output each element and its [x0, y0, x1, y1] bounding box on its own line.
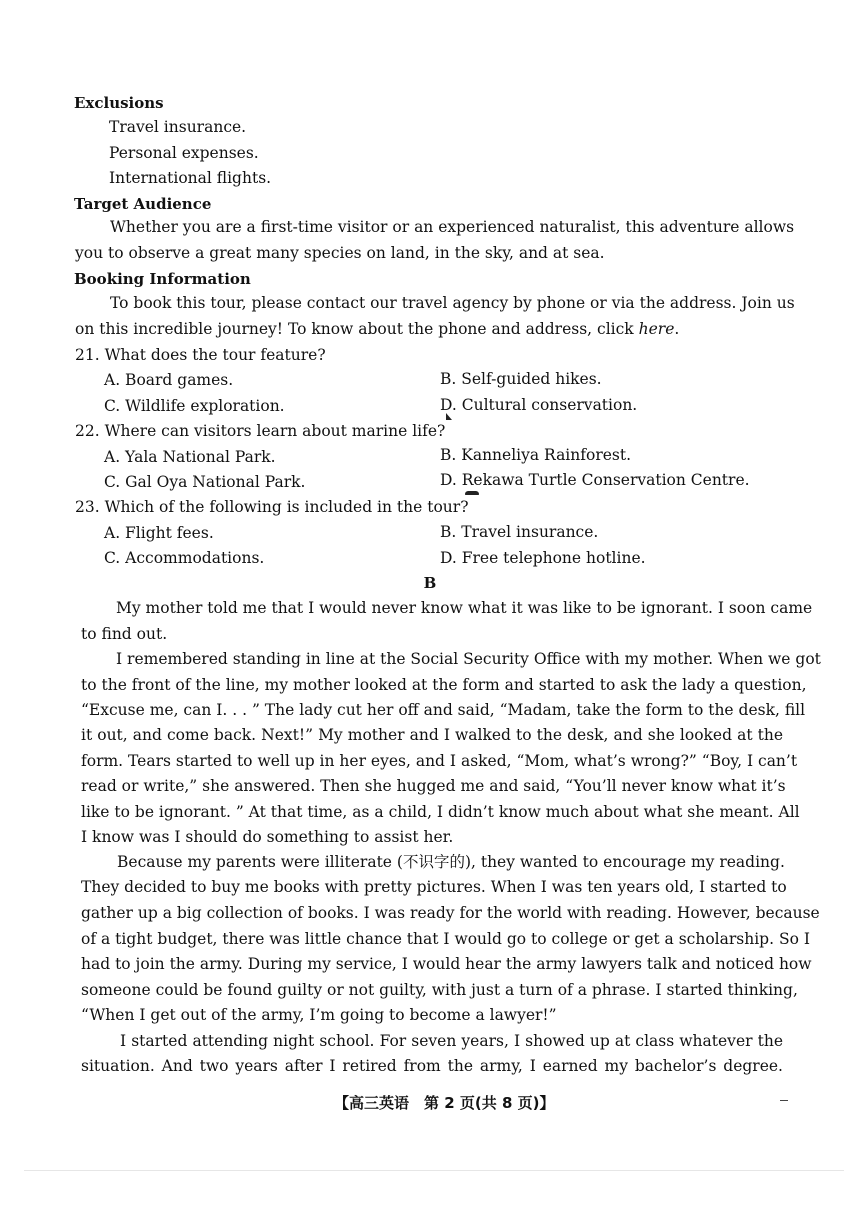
passage-line: had to join the army. During my service, I would hear the army lawyers talk and noticed how — [81, 955, 812, 973]
q23-option-a: A. Flight fees. — [104, 524, 214, 542]
q22-option-a: A. Yala National Park. — [104, 448, 276, 466]
passage-line: someone could be found guilty or not guilty, with just a turn of a phrase. I started thinking, — [81, 981, 798, 999]
passage-line: form. Tears started to well up in her eyes, and I asked, “Mom, what’s wrong?” “Boy, I can’t — [81, 752, 798, 770]
q23-option-c: C. Accommodations. — [104, 549, 265, 567]
passage-line: “When I get out of the army, I’m going to become a lawyer!” — [81, 1006, 557, 1024]
q21-option-b: B. Self-guided hikes. — [440, 370, 602, 388]
section-b-title: B — [423, 574, 437, 592]
exclusions-heading: Exclusions — [74, 94, 164, 112]
target-audience-text: Whether you are a first-time visitor or an experienced naturalist, this adventure allows — [110, 218, 795, 236]
question-23-stem: 23. Which of the following is included in the tour? — [75, 498, 469, 516]
question-22-stem: 22. Where can visitors learn about marine life? — [75, 422, 446, 440]
exclusion-item: Personal expenses. — [109, 144, 259, 162]
exclusion-item: Travel insurance. — [109, 118, 247, 136]
target-audience-text: you to observe a great many species on land, in the sky, and at sea. — [75, 244, 605, 262]
booking-text-line2 — [75, 316, 679, 342]
q21-option-d: D. Cultural conservation. — [440, 396, 638, 414]
passage-line: I remembered standing in line at the Social Security Office with my mother. When we got — [116, 650, 821, 668]
booking-heading: Booking Information — [74, 270, 251, 288]
passage-line: to the front of the line, my mother looked at the form and started to ask the lady a question, — [81, 676, 807, 694]
q22-option-d: D. Rekawa Turtle Conservation Centre. — [440, 471, 750, 489]
passage-line: I know was I should do something to assist her. — [81, 828, 454, 846]
passage-line: of a tight budget, there was little chance that I would go to college or get a scholarship. So I — [81, 930, 810, 948]
passage-line: situation. And two years after I retired from the army, I earned my bachelor’s degree. — [81, 1057, 783, 1075]
passage-line: read or write,” she answered. Then she hugged me and said, “You’ll never know what it’s — [81, 777, 786, 795]
q23-option-b: B. Travel insurance. — [440, 523, 599, 541]
booking-text: on this incredible journey! To know about the phone and address, click — [75, 320, 634, 338]
booking-text: To book this tour, please contact our travel agency by phone or via the address. Join us — [110, 294, 795, 312]
page-footer: 【高三英语 第 2 页(共 8 页)】 — [334, 1094, 555, 1112]
passage-line: My mother told me that I would never know what it was like to be ignorant. I soon came — [116, 599, 813, 617]
q21-option-a: A. Board games. — [104, 371, 234, 389]
passage-line: to find out. — [81, 625, 168, 643]
target-audience-heading: Target Audience — [74, 195, 212, 213]
edge-mark — [780, 1100, 788, 1101]
passage-line: “Excuse me, can I. . . ” The lady cut her off and said, “Madam, take the form to the desk, fill — [81, 701, 806, 719]
passage-line: They decided to buy me books with pretty pictures. When I was ten years old, I started to — [81, 878, 787, 896]
passage-line: I started attending night school. For seven years, I showed up at class whatever the — [120, 1032, 783, 1050]
passage-line: it out, and come back. Next!” My mother and I walked to the desk, and she looked at the — [81, 726, 783, 744]
here-link[interactable]: here — [638, 320, 675, 338]
q21-option-c: C. Wildlife exploration. — [104, 397, 285, 415]
passage-line: gather up a big collection of books. I was ready for the world with reading. However, because — [81, 904, 820, 922]
booking-period: . — [674, 320, 680, 338]
exclusion-item: International flights. — [109, 169, 272, 187]
scan-edge-line — [24, 1170, 844, 1171]
passage-line: Because my parents were illiterate (不识字的), they wanted to encourage my reading. — [117, 853, 785, 871]
q22-option-b: B. Kanneliya Rainforest. — [440, 446, 632, 464]
q22-option-c: C. Gal Oya National Park. — [104, 473, 306, 491]
question-21-stem: 21. What does the tour feature? — [75, 346, 326, 364]
passage-line: like to be ignorant. ” At that time, as a child, I didn’t know much about what she meant. All — [81, 803, 800, 821]
q23-option-d: D. Free telephone hotline. — [440, 549, 646, 567]
